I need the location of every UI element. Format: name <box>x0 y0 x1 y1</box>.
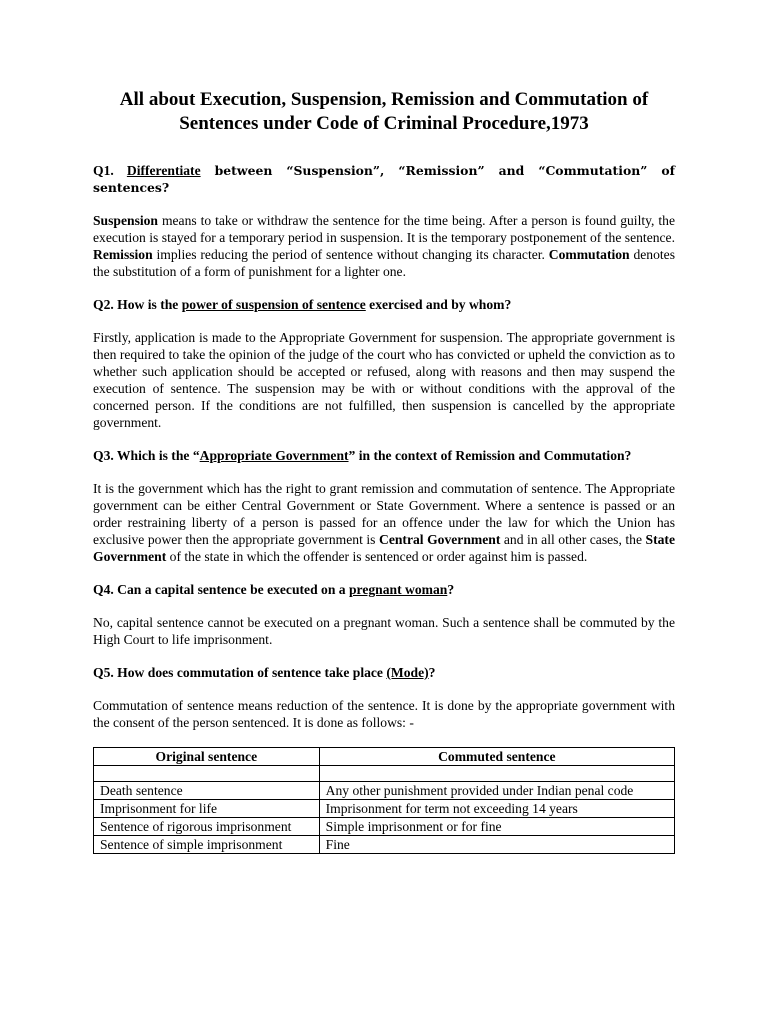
answer-3-text-1: It is the government which has the right to grant remission and commutation of sentence. The Appropriate government can be either Central Government or State Government. Where a sentence is passed or an order restraining liberty of a person is passed for an offence under the law for which the Union has exclusive power then the appropriate government is <box>93 481 675 547</box>
question-1 <box>93 162 675 196</box>
question-2-rest: exercised and by whom? <box>365 297 512 312</box>
question-5-rest: ? <box>428 665 436 680</box>
question-4-prefix: Q4. Can a capital sentence be executed on a <box>93 582 349 597</box>
question-4 <box>93 581 675 598</box>
term-suspension: Suspension <box>93 213 158 228</box>
commutation-table <box>93 747 675 854</box>
table-header-row <box>94 748 675 766</box>
table-row <box>94 782 675 800</box>
original-sentence-cell: Imprisonment for life <box>94 800 320 818</box>
answer-5: Commutation of sentence means reduction of the sentence. It is done by the appropriate government with the consent of the person sentenced. It is done as follows: - <box>93 698 675 730</box>
question-3 <box>93 447 675 464</box>
original-sentence-cell: Death sentence <box>94 782 320 800</box>
table-row <box>94 800 675 818</box>
term-central-government: Central Government <box>379 532 501 547</box>
term-commutation: Commutation <box>548 247 630 262</box>
answer-1-text-3: denotes the substitution of a form of punishment for a lighter one. <box>93 247 675 279</box>
document-page <box>93 88 675 854</box>
question-3-underlined: Appropriate Government <box>199 448 349 463</box>
question-3-rest: ” in the context of Remission and Commutation? <box>348 448 632 463</box>
header-original-sentence: Original sentence <box>94 748 320 766</box>
question-2-underlined: power of suspension of sentence <box>181 297 366 312</box>
question-4-underlined: pregnant woman <box>349 582 448 597</box>
header-commuted-sentence: Commuted sentence <box>319 748 674 766</box>
empty-cell <box>94 766 320 782</box>
empty-cell <box>319 766 674 782</box>
commuted-sentence-cell: Fine <box>319 836 674 854</box>
question-2 <box>93 296 675 313</box>
original-sentence-cell: Sentence of simple imprisonment <box>94 836 320 854</box>
question-4-rest: ? <box>447 582 455 597</box>
question-3-prefix: Q3. Which is the “ <box>93 448 200 463</box>
question-1-underlined: Differentiate <box>126 163 201 178</box>
answer-1 <box>93 212 675 280</box>
table-row <box>94 836 675 854</box>
commuted-sentence-cell: Imprisonment for term not exceeding 14 years <box>319 800 674 818</box>
question-1-rest: between “Suspension”, “Remission” and “Commutation” of sentences? <box>93 163 675 195</box>
commuted-sentence-cell: Any other punishment provided under Indian penal code <box>319 782 674 800</box>
answer-2: Firstly, application is made to the Appropriate Government for suspension. The appropriate government is then required to take the opinion of the judge of the court who has convicted or upheld the conviction as to whether such application should be accepted or refused, along with reasons and then may suspend the execution of sentence. The suspension may be with or without conditions with the approval of the concerned person. If the conditions are not fulfilled, then suspension is cancelled by the appropriate government. <box>93 330 675 430</box>
answer-3 <box>93 480 675 565</box>
answer-3-text-2: and in all other cases, the <box>500 532 646 547</box>
commuted-sentence-cell: Simple imprisonment or for fine <box>319 818 674 836</box>
question-5-underlined: (Mode) <box>386 665 429 680</box>
answer-1-text-1: means to take or withdraw the sentence for the time being. After a person is found guilty, the execution is stayed for a temporary period in suspension. It is the temporary postponement of the sentence. <box>93 213 675 245</box>
answer-1-text-2: implies reducing the period of sentence without changing its character. <box>152 247 549 262</box>
answer-4: No, capital sentence cannot be executed on a pregnant woman. Such a sentence shall be commuted by the High Court to life imprisonment. <box>93 615 675 647</box>
term-remission: Remission <box>93 247 153 262</box>
table-empty-row <box>94 766 675 782</box>
document-title: All about Execution, Suspension, Remission and Commutation of Sentences under Code of Criminal Procedure,1973 <box>119 89 649 134</box>
answer-3-text-3: of the state in which the offender is sentenced or order against him is passed. <box>166 549 588 564</box>
table-row <box>94 818 675 836</box>
question-5-prefix: Q5. How does commutation of sentence take place <box>93 665 387 680</box>
term-state-government: State Government <box>93 532 675 564</box>
original-sentence-cell: Sentence of rigorous imprisonment <box>94 818 320 836</box>
question-2-prefix: Q2. How is the <box>93 297 182 312</box>
question-1-prefix: Q1. <box>93 163 127 178</box>
question-5 <box>93 664 675 681</box>
